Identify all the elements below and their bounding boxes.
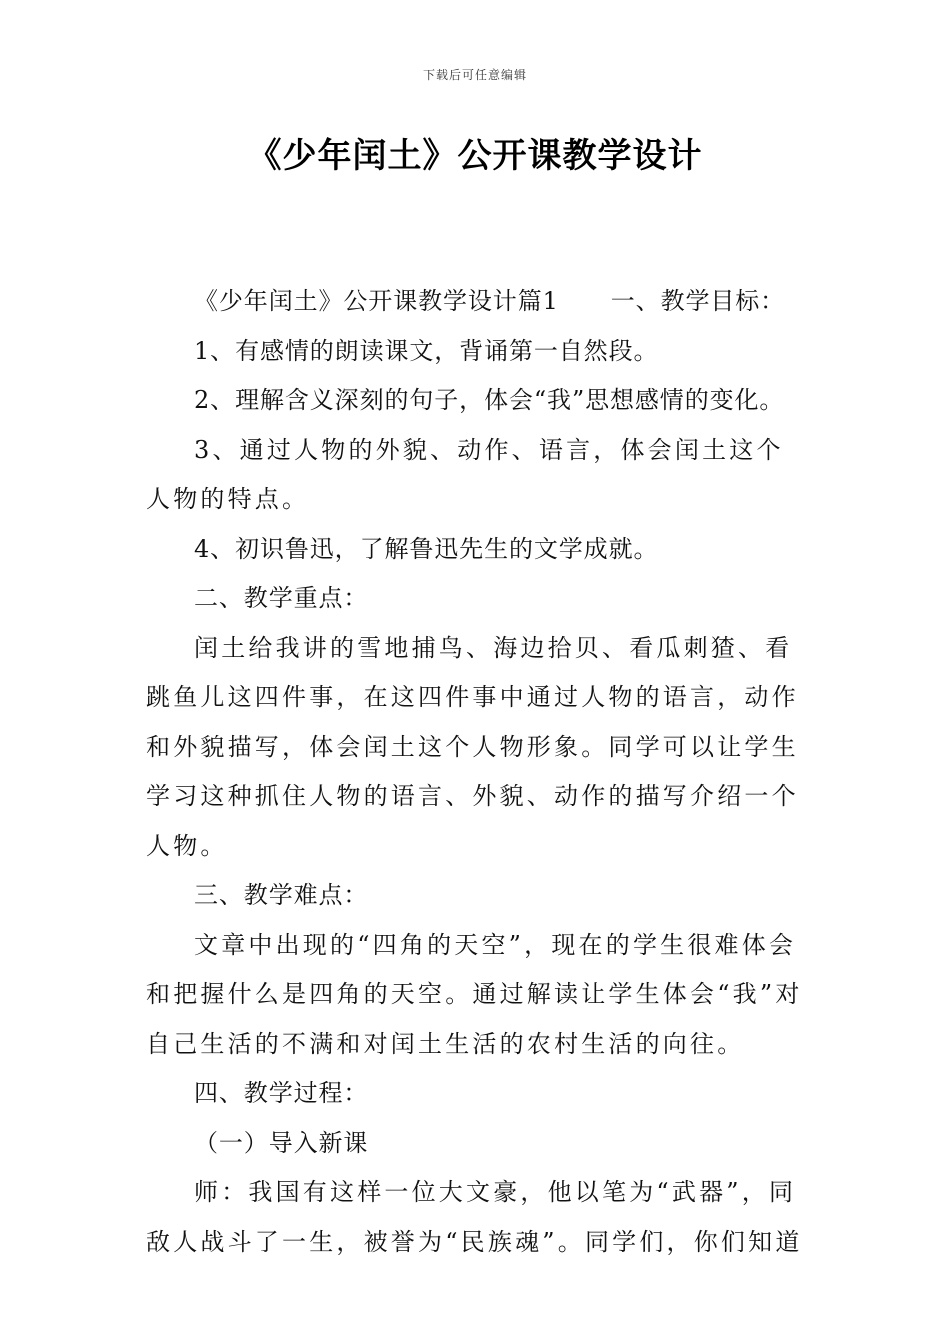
section-heading-goals: 一、教学目标： bbox=[610, 287, 786, 315]
goal-item-3: 3、通过人物的外貌、动作、语言，体会闰土这个人物的特点。 bbox=[146, 435, 784, 513]
focus-paragraph: 闰土给我讲的雪地捕鸟、海边拾贝、看瓜刺猹、看跳鱼儿这四件事，在这四件事中通过人物的语言，动作和外貌描写，体会闰土这个人物形象。同学可以让学生学习这种抓住人物的语言、外貌、动作的描写介绍一个人物。 bbox=[146, 633, 799, 860]
page-header-note: 下载后可任意编辑 bbox=[422, 68, 527, 82]
goal-item-4: 4、初识鲁迅，了解鲁迅先生的文学成就。 bbox=[194, 534, 659, 563]
goal-item-1: 1、有感情的朗读课文，背诵第一自然段。 bbox=[194, 336, 659, 365]
teacher-paragraph: 师：我国有这样一位大文豪，他以笔为“武器”，同敌人战斗了一生，被誉为“民族魂”。同学们，你们知道 bbox=[146, 1178, 803, 1256]
section-heading-process: 四、教学过程： bbox=[194, 1079, 369, 1107]
intro-title: 《少年闰土》公开课教学设计篇1 bbox=[194, 287, 559, 315]
section-heading-focus: 二、教学重点： bbox=[194, 584, 369, 612]
section-heading-difficulty: 三、教学难点： bbox=[194, 881, 369, 909]
subsection-heading-intro: （一）导入新课 bbox=[194, 1128, 369, 1157]
difficulty-paragraph: 文章中出现的“四角的天空”，现在的学生很难体会和把握什么是四角的天空。通过解读让学生体会“我”对自己生活的不满和对闰土生活的农村生活的向往。 bbox=[146, 930, 803, 1058]
document-title: 《少年闰土》公开课教学设计 bbox=[247, 136, 703, 176]
goal-item-2: 2、理解含义深刻的句子，体会“我”思想感情的变化。 bbox=[194, 386, 785, 414]
document-body bbox=[146, 277, 810, 1267]
intro-line bbox=[146, 277, 810, 327]
